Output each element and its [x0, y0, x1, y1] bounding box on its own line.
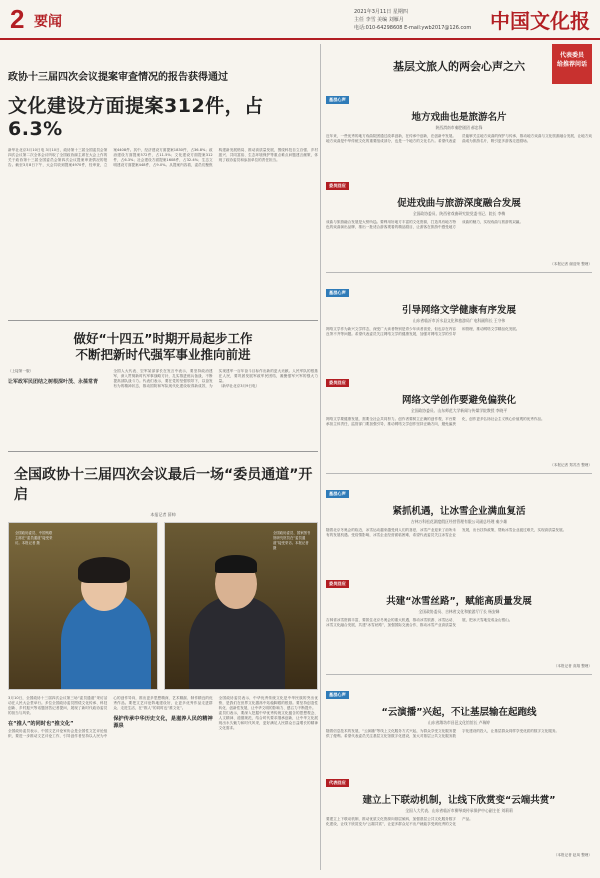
sub-headline-2: 不断把新时代强军事业推向前进	[75, 347, 251, 362]
story-3-body: 随着北京冬奥会的临近，冰雪运动越来越受到人们的喜爱，冰雪产业迎来了前所未有的发展机遇。受疫情影响，冰雪企业经营面临困难，希望代表委员关注冰雪企业发展，出台扶持政策，帮助冰雪企业渡过难关，实现高质量发展。	[326, 528, 567, 537]
section-rule-2	[8, 451, 318, 452]
lead-body: 新华社北京3月10日电 3月10日，政协第十三届全国委员会第四次会议第二次全体会议听取了全国政协副主席在大会上作的关于政协第十三届全国委员会第四次会议提案审查情况的报告。截至3月8日下午，大会共收到提案4970件，经审查，立案4408件。其中，经济建设方面提案1830件，占36.8%；政治建设方面提案572件，占11.5%；文化建设方面提案312件，占6.3%；社会建设方面提案1608件，占32.4%；生态文明建设方面提案448件，占9.0%。从提案内容看，委员们聚焦构建新发展格局、推动高质量发展，围绕科技自立自强、乡村振兴、共同富裕、生态环境保护等重点难点问题建言献策，体现了政协委员和参加单位的责任担当。	[8, 148, 318, 167]
story-2-headline: 引导网络文学健康有序发展	[401, 305, 516, 316]
badge-line-2: 给推荐问话	[556, 61, 587, 68]
story-4-headline: “云演播”兴起，不让基层输在起跑线	[381, 707, 537, 718]
story-1	[326, 86, 592, 267]
contact-line: 电话:010-64298608 E-mail:ywb2017@126.com	[354, 25, 472, 31]
story-1-tag-2: 委员回应	[326, 182, 349, 190]
paper-logo: 中国文化报	[490, 9, 590, 33]
photo-2	[164, 522, 318, 690]
feature-sub-1: 在“推人”的同时也“推文化”	[8, 721, 74, 727]
story-3-byline: 吉林万科松花湖度假区经营管理有限公司副总经理 秦少雄	[410, 519, 508, 524]
person-2-hair	[215, 555, 257, 573]
story-1-body-2: 戏曲与旅游融合发展是大势所趋。要利用好地方丰富的文化资源，打造具有地方特色的戏曲演出品牌，推出一批适合游客观看的精品剧目，让游客在旅游中感受地方戏曲的魅力，实现戏曲与旅游的双赢。	[326, 220, 524, 229]
story-1-headline: 地方戏曲也是旅游名片	[411, 112, 507, 123]
story-1-byline: 陕西渭南市秦腔剧团 郝忠锋	[435, 125, 483, 130]
feature-article	[8, 696, 318, 878]
sub-article	[8, 369, 318, 447]
feature-headline: 全国政协十三届四次会议最后一场“委员通道”开启	[14, 467, 313, 503]
story-4-byline-2: 全国人大代表、山东省临沂市柳琴戏传承保护中心副主任 刘莉莉	[405, 808, 513, 813]
story-2	[326, 279, 592, 468]
issue-date: 2021年3月11日 星期四	[354, 9, 408, 15]
story-3-tag: 基层心声	[326, 490, 349, 498]
feature-intro: 3月10日，全国政协十三届四次会议第三场“委员通道”采访活动在人民大会堂举行。多位全国政协委员围绕文化传承、科技创新、乡村振兴等话题回答记者提问，展现了新时代政协委员的担当与风采。	[8, 696, 108, 715]
story-3-headline: 紧抓机遇，让冰雪企业满血复活	[392, 506, 526, 517]
sub-heading: 让军政军民团结之树根深叶茂、永葆常青	[8, 379, 99, 385]
story-3-byline-2: 全国政协委员、吉林省文化和旅游厅厅长 杨安娣	[418, 609, 500, 614]
story-4-note: （本报记者 赵凤 整理）	[553, 853, 592, 857]
feature-sub-2: 保护传承中华历史文化，是滋养人民的精神源泉	[113, 716, 213, 729]
sub-byline: （上接第一版）	[8, 369, 34, 373]
editor-line: 主任 李雪 美编 刘雁月	[354, 17, 404, 23]
story-2-note: （本报记者 郑苏杰 整理）	[550, 463, 592, 467]
story-3-headline-2: 共建“冰雪丝路”，赋能高质量发展	[386, 596, 532, 607]
story-4-body: 随着信息技术的发展，“云演播”等线上文化服务方式兴起，为群众享受文化服务提供了便利。希望代表委员关注基层文化馆数字化建设，加大对基层公共文化服务数字化建设的投入，让基层群众同样享受优质的数字文化服务。	[326, 729, 560, 738]
section-name: 要闻	[34, 14, 62, 30]
story-2-tag-2: 委员回应	[326, 379, 349, 387]
feature-body-2: 全国政协委员表示，中华优秀传统文化是中华民族的突出优势，是我们在世界文化激荡中站稳脚跟的根基。要坚持创造性转化、创新性发展，让中华文明的影响力、感召力不断提升。	[218, 696, 318, 710]
lead-headline: 文化建设方面提案312件，占6.3%	[8, 95, 264, 140]
photo-2-caption: 全国政协委员、国家图书馆研究馆员在“委员通道”接受采访。本报记者 摄	[273, 531, 311, 550]
masthead	[0, 0, 600, 40]
story-2-tag: 基层心声	[326, 289, 349, 297]
sub-headline-1: 做好“十四五”时期开局起步工作	[73, 331, 253, 346]
story-2-body-2: 网络文学要健康发展，需要全社会共同努力。创作者要树立正确的创作观，平台要承担主体责任，监管部门要加强引导，推动网络文学创作坚持正确方向，避免偏狭化，创作更多弘扬社会主义核心价值观的优秀作品。	[326, 417, 545, 426]
story-1-headline-2: 促进戏曲与旅游深度融合发展	[397, 198, 521, 209]
story-4-body-2: 要建立上下联动机制，推动优质文化资源向基层倾斜，加强基层公共文化服务数字化建设，让线下欣赏变为“云端共赏”，让更多群众足不出户就能享受到优秀的文化产品。	[326, 817, 473, 826]
left-column	[8, 44, 318, 878]
story-1-body: 近年来，一些优秀的地方戏曲院团通过改革创新，在传承中创新，在创新中发展。地方戏曲是中华传统文化的重要组成部分，也是一个地方的文化名片。希望代表委员能够关注地方戏曲的保护与传承，推动地方戏曲与文化旅游融合发展，让地方戏曲成为旅游名片，吸引更多游客走进剧场。	[326, 134, 592, 143]
photo-1-caption: 全国政协委员、中国残联主席在“委员通道”接受采访。本报记者 摄	[15, 531, 53, 545]
feature-body-3: 委员们表示，要深入挖掘中华优秀传统文化蕴含的思想观念、人文精神、道德规范，结合时代要求继承创新，让中华文化展现出永久魅力和时代风采，更好满足人民群众日益增长的精神文化需求。	[218, 711, 318, 730]
right-column	[326, 44, 592, 858]
photo-1	[8, 522, 158, 690]
story-4-tag: 基层心声	[326, 691, 349, 699]
sub-body: 全国人大代表、空军某部部长在发言中表示，要坚持政治建军，深入贯彻新时代军事战略方针，扎实推进练兵备战，不断提高部队战斗力。代表们表示，要在党的坚强领导下，以奋发有为的精神状态，推动国防和军队现代化建设取得新成效，为实现建军一百年奋斗目标作出新的更大贡献。人民军队的根基在人民，要巩固发展军政军民团结，凝聚强军兴军的强大力量。	[113, 369, 318, 388]
story-4-headline-2: 建立上下联动机制，让线下欣赏变“云端共赏”	[362, 795, 556, 806]
column-divider	[320, 44, 321, 870]
recommend-badge	[552, 44, 592, 84]
person-1-hair	[78, 557, 130, 583]
story-rule-1	[326, 272, 592, 273]
story-3	[326, 480, 592, 669]
story-4	[326, 681, 592, 858]
section-rule	[8, 320, 318, 321]
lead-article	[8, 148, 318, 316]
story-rule-2	[326, 473, 592, 474]
story-rule-3	[326, 674, 592, 675]
story-1-note: （本报记者 谢迎荣 整理）	[550, 262, 592, 266]
series-title: 基层文旅人的两会心声之六	[393, 60, 525, 73]
kicker: 政协十三届四次会议提案审查情况的报告获得通过	[8, 72, 228, 83]
story-4-byline: 山东省潍坊市昌邑文化馆馆长 卢瑞婷	[428, 720, 490, 725]
story-3-tag-2: 委员回应	[326, 580, 349, 588]
feature-body-1: 全国政协委员表示，中国文艺评论家协会是全国性文艺评论组织，要进一步推动文艺评论工作，引导创作者坚持以人民为中心的创作导向，推出更多思想精深、艺术精湛、制作精良的优秀作品。要把文艺评论阵地建设好，让更多优秀作品走进群众、走进生活，在“推人”的同时也“推文化”。	[8, 696, 213, 738]
badge-line-1: 代表委员	[559, 52, 584, 59]
story-3-note: （本报记者 高翔 整理）	[553, 664, 592, 668]
story-2-headline-2: 网络文学创作要避免偏狭化	[401, 395, 516, 406]
photo-row	[8, 522, 318, 690]
sub-source: （新华社北京3月9日电）	[218, 384, 260, 388]
story-4-tag-2: 代表回应	[326, 779, 349, 787]
feature-byline: 本报记者 薛帅	[150, 512, 176, 517]
person-2-body	[189, 595, 285, 689]
story-2-body: 网络文学作为新兴文学样态，深受广大读者特别是青少年读者喜爱，但也存在内容良莠不齐等问题。希望代表委员关注网络文学的健康发展，加强对网络文学的引导和管理，推动网络文学精品化发展。	[326, 327, 520, 336]
story-2-byline-2: 全国政协委员、山东师范大学新闻与传媒学院教授 李晓平	[410, 408, 508, 413]
story-3-body-2: 吉林省冰雪资源丰富，要抓住北京冬奥会的重大机遇，推动冰雪旅游、冰雪运动、冰雪文化融合发展，共建“冰雪丝路”，加强国际交流合作，推动冰雪产业高质量发展，把冰天雪地变成金山银山。	[326, 618, 513, 627]
story-1-tag: 基层心声	[326, 96, 349, 104]
story-2-byline: 山东省临沂市沂水县文化和旅游局广电科副科长 王守伟	[412, 318, 506, 323]
story-1-byline-2: 全国政协委员、陕西省戏曲研究院党委书记、院长 李梅	[412, 211, 506, 216]
page-number: 2	[10, 4, 25, 34]
